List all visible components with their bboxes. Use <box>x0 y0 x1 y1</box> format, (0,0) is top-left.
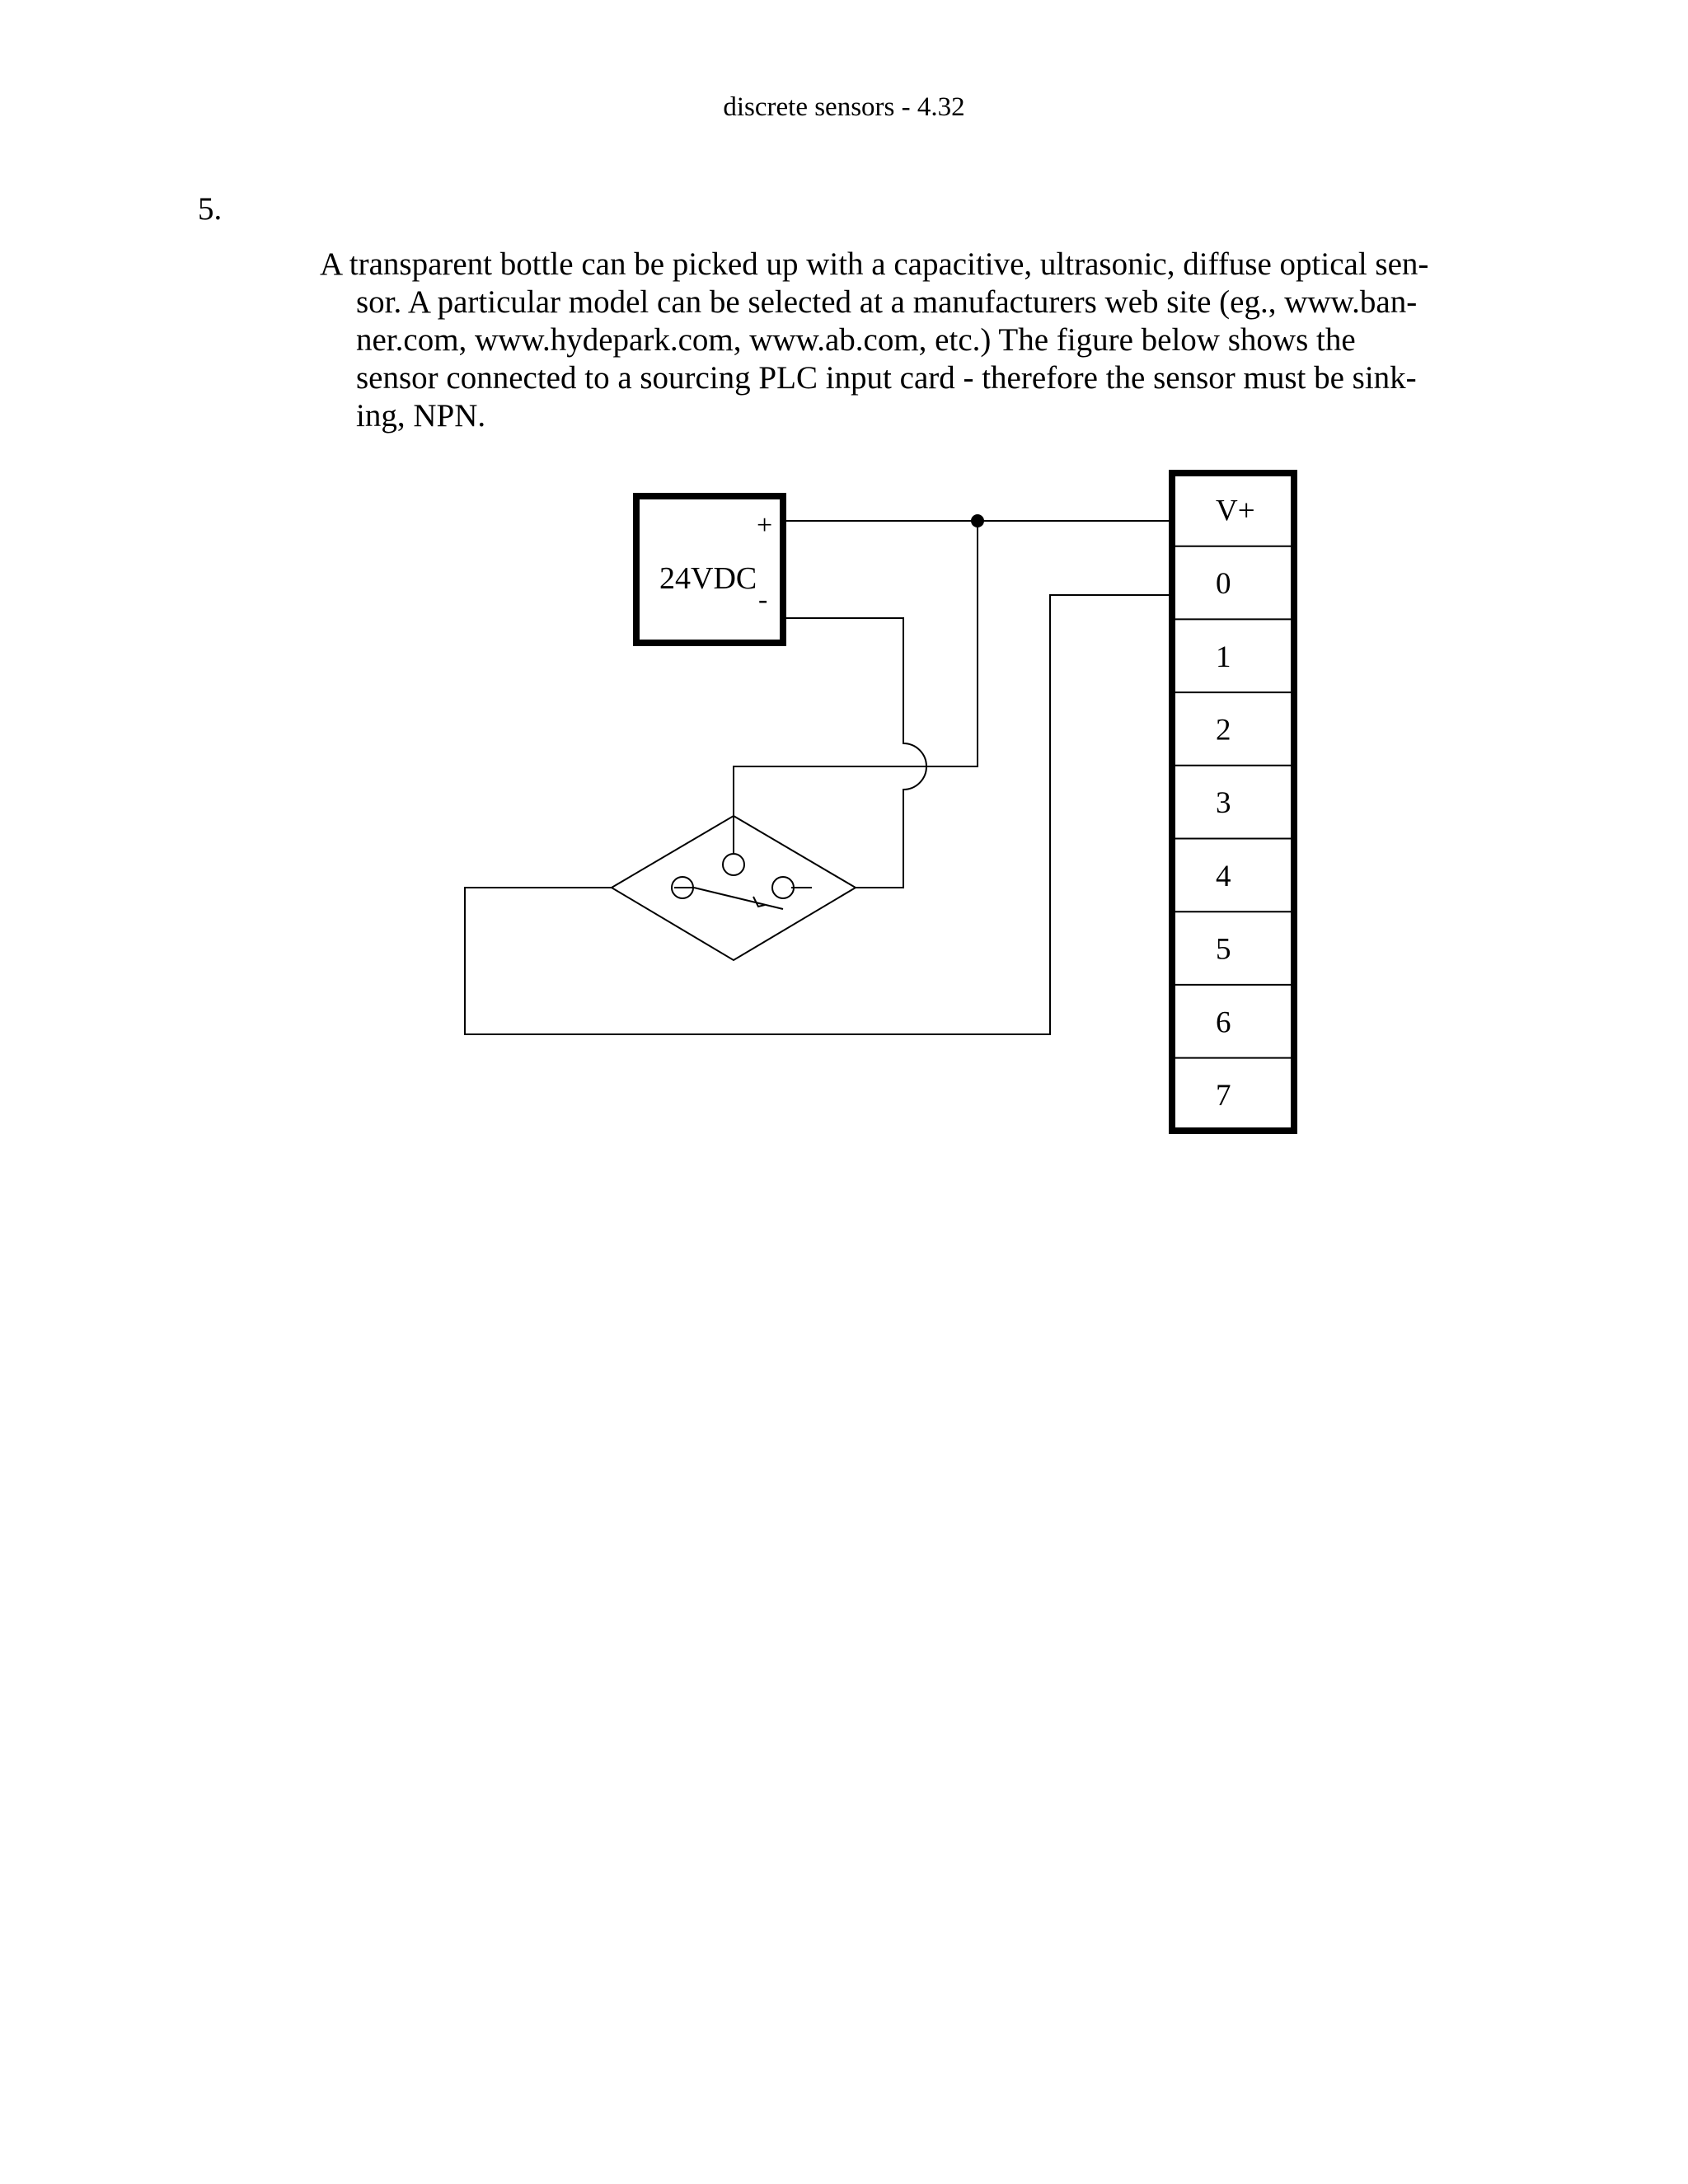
problem-line-4: sensor connected to a sourcing PLC input card - therefore the sensor must be sink- <box>356 360 1417 396</box>
plc-terminal-6: 6 <box>1216 1005 1231 1040</box>
plc-terminal-vplus: V+ <box>1216 494 1255 528</box>
power-supply <box>636 496 783 643</box>
wires <box>465 521 1172 1034</box>
problem-line-2: sor. A particular model can be selected at a manufacturers web site (eg., www.ban- <box>356 284 1418 320</box>
plc-terminal-5: 5 <box>1216 932 1231 967</box>
wire-sensor-supply <box>734 521 978 855</box>
plc-terminal-3: 3 <box>1216 786 1231 821</box>
plc-input-card <box>1172 473 1294 1131</box>
plc-terminal-7: 7 <box>1216 1078 1231 1113</box>
power-supply-label: 24VDC <box>659 561 757 596</box>
plc-terminal-1: 1 <box>1216 640 1231 674</box>
wire-supply-negative <box>783 618 926 888</box>
problem-line-3: ner.com, www.hydepark.com, www.ab.com, etc.) The figure below shows the <box>356 322 1356 358</box>
problem-number: 5. <box>198 191 223 227</box>
sensor-terminal-supply <box>723 854 744 875</box>
plc-terminal-0: 0 <box>1216 567 1231 602</box>
problem-line-1: A transparent bottle can be picked up with a capacitive, ultrasonic, diffuse optical sen- <box>320 246 1429 282</box>
sensor-switch-arm <box>694 888 783 909</box>
wire-junction-dot <box>971 514 984 527</box>
wire-sensor-output <box>465 595 1172 1034</box>
plc-terminal-4: 4 <box>1216 859 1231 893</box>
power-supply-minus-terminal: - <box>758 584 768 615</box>
running-header: discrete sensors - 4.32 <box>723 92 965 122</box>
plc-terminal-2: 2 <box>1216 713 1231 748</box>
power-supply-plus-terminal: + <box>757 510 773 541</box>
plc-card-frame <box>1172 473 1294 1131</box>
sensor-terminal-common <box>772 877 794 898</box>
sensor-switch-contact <box>753 897 765 907</box>
problem-line-5: ing, NPN. <box>356 398 486 434</box>
